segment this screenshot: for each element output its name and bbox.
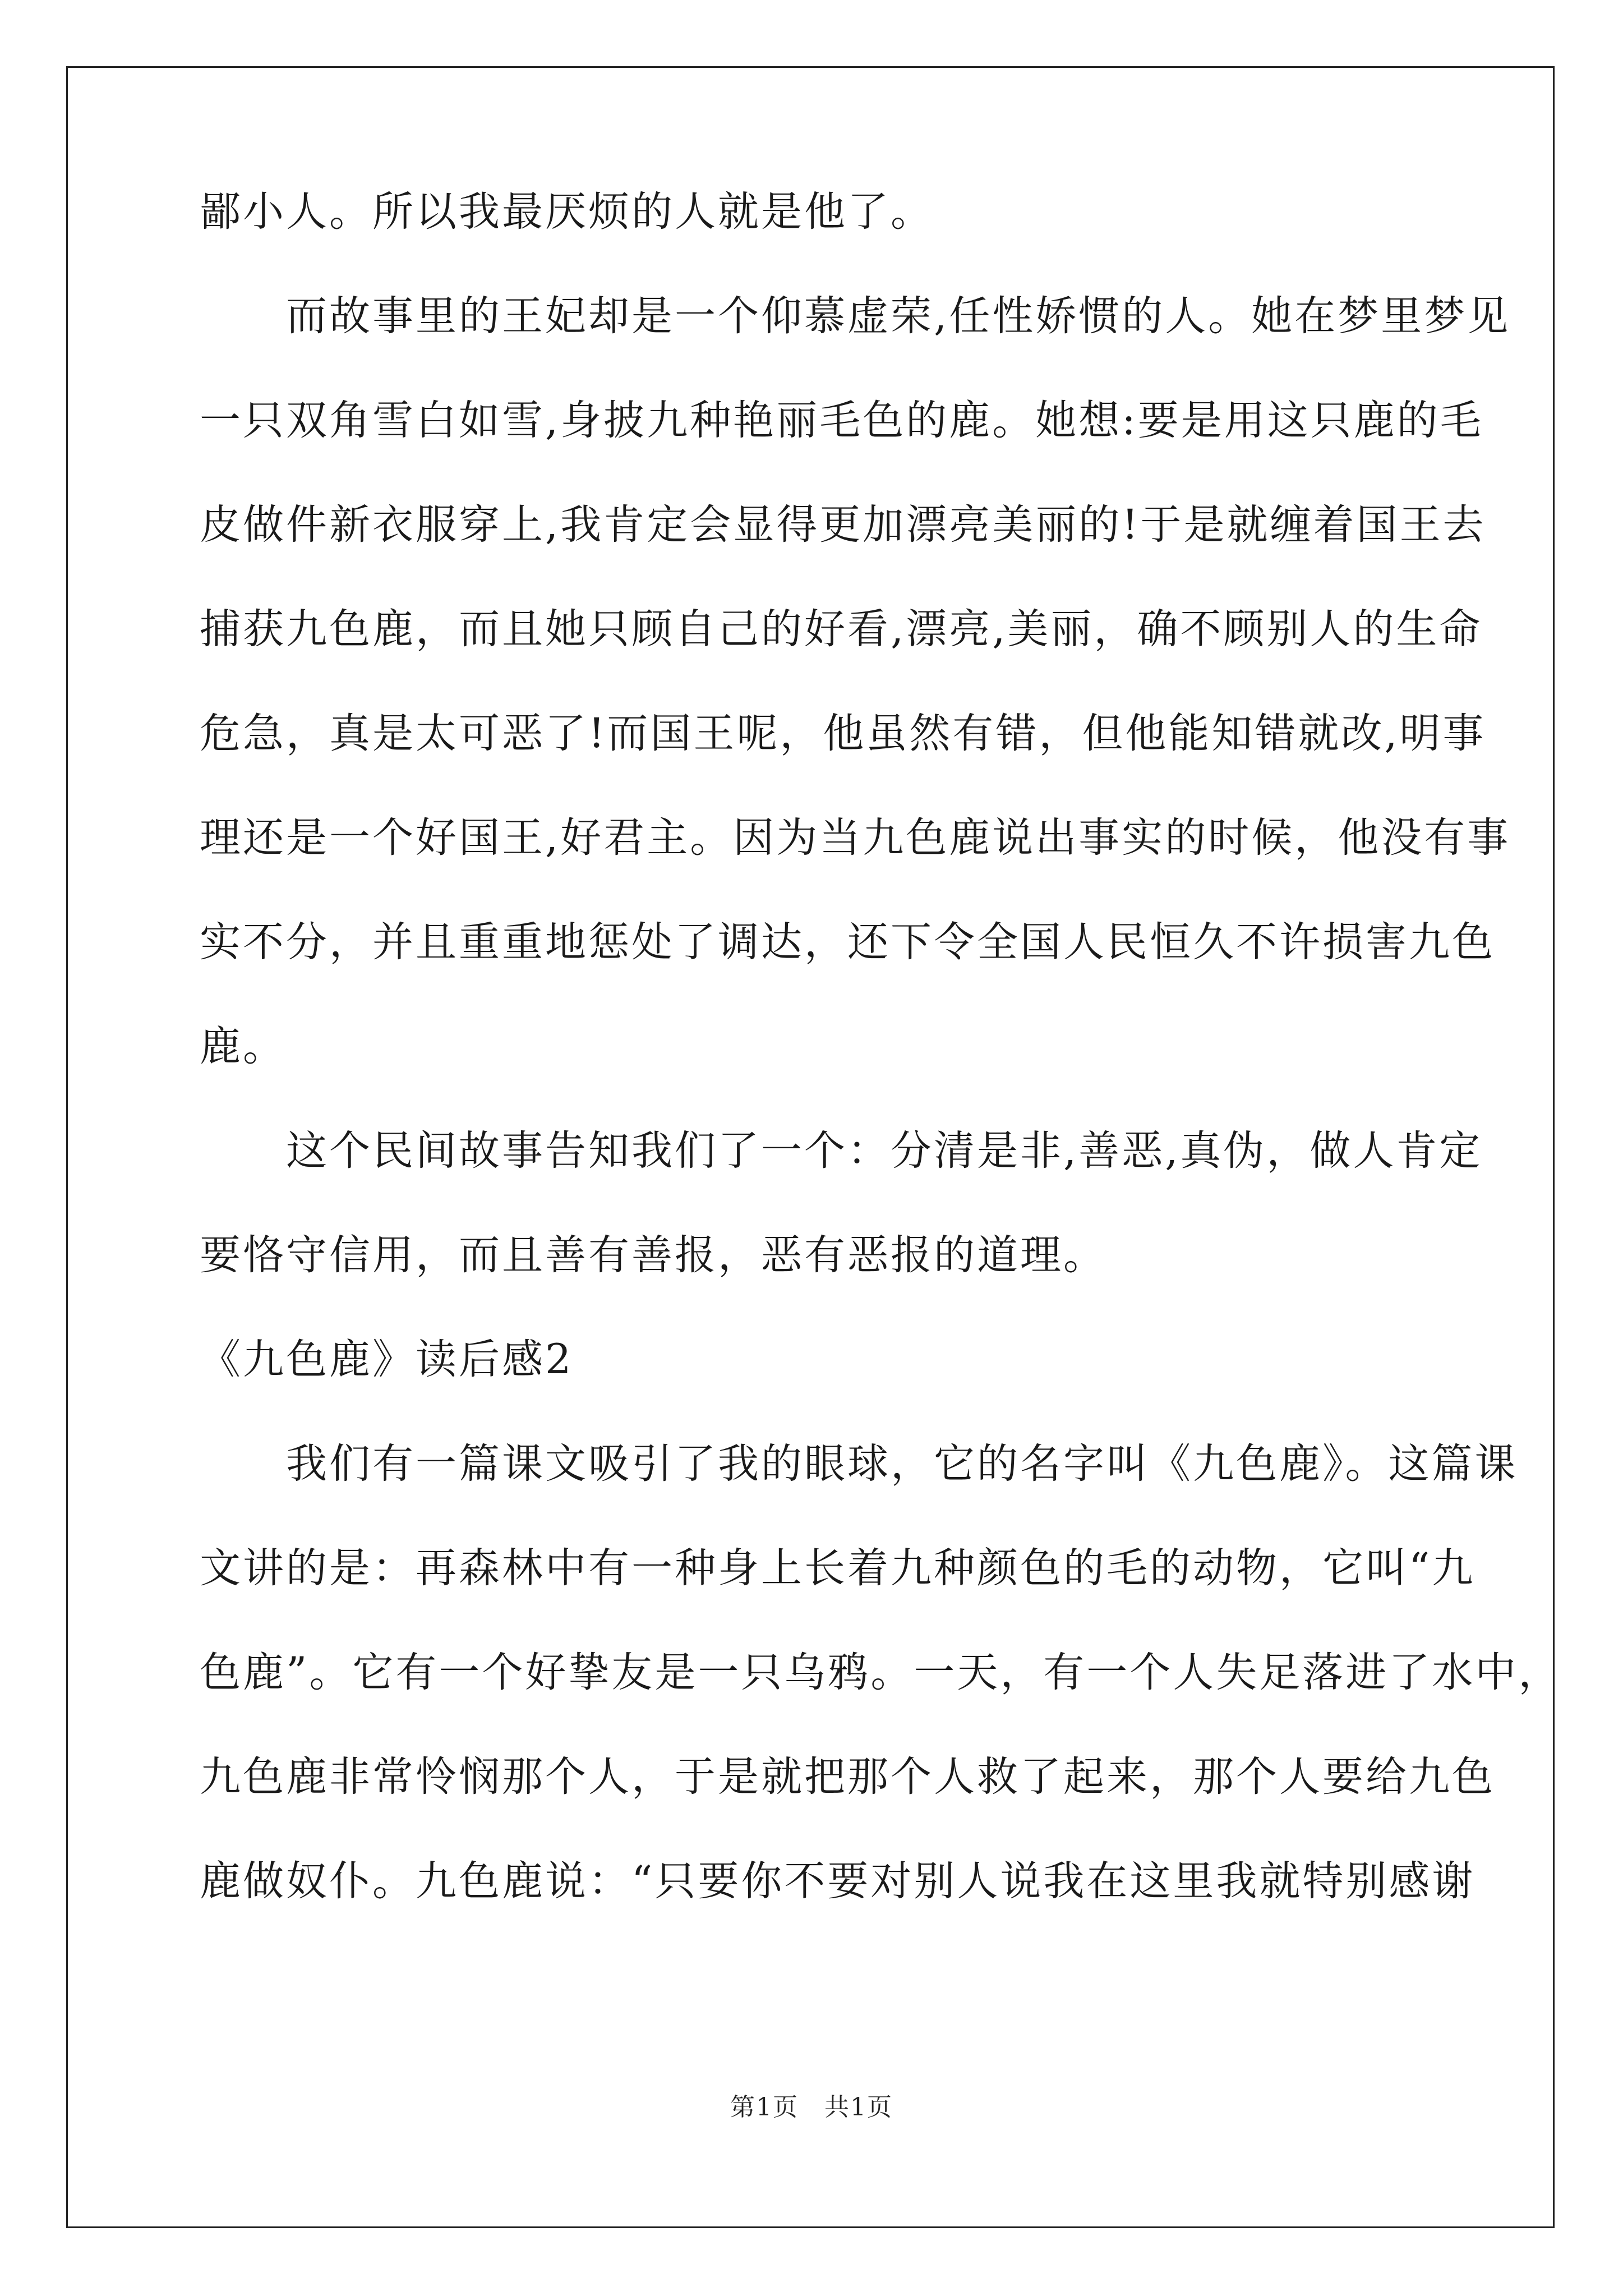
text-line: 而故事里的王妃却是一个仰慕虚荣,任性娇惯的人。她在梦里梦见	[200, 292, 1511, 340]
page-number-footer: 第1页 共1页	[730, 2093, 893, 2122]
text-line: 色鹿”。它有一个好挚友是一只乌鸦。一天，有一个人失足落进了水中，	[200, 1649, 1562, 1696]
text-line: 鄙小人。所以我最厌烦的人就是他了。	[200, 188, 934, 236]
text-line: 捕获九色鹿，而且她只顾自己的好看,漂亮,美丽，确不顾别人的生命	[200, 605, 1483, 653]
text-line: 这个民间故事告知我们了一个：分清是非,善恶,真伪，做人肯定	[200, 1127, 1483, 1175]
text-line: 鹿。	[200, 1023, 286, 1070]
text-line: 实不分，并且重重地惩处了调达，还下令全国人民恒久不许损害九色	[200, 918, 1495, 966]
text-line: 理还是一个好国王,好君主。因为当九色鹿说出事实的时候，他没有事	[200, 814, 1511, 862]
text-line: 文讲的是：再森林中有一种身上长着九种颜色的毛的动物，它叫“九	[200, 1544, 1476, 1592]
text-line: 我们有一篇课文吸引了我的眼球，它的名字叫《九色鹿》。这篇课	[200, 1440, 1518, 1488]
text-line: 皮做件新衣服穿上,我肯定会显得更加漂亮美丽的!于是就缠着国王去	[200, 501, 1486, 549]
text-line: 要恪守信用，而且善有善报，恶有恶报的道理。	[200, 1231, 1106, 1279]
text-line: 九色鹿非常怜悯那个人，于是就把那个人救了起来，那个人要给九色	[200, 1753, 1495, 1801]
text-line: 一只双角雪白如雪,身披九种艳丽毛色的鹿。她想:要是用这只鹿的毛	[200, 397, 1483, 444]
text-line: 危急，真是太可恶了!而国王呢，他虽然有错，但他能知错就改,明事	[200, 710, 1486, 757]
section-heading: 《九色鹿》读后感2	[200, 1336, 574, 1383]
text-line: 鹿做奴仆。九色鹿说：“只要你不要对别人说我在这里我就特别感谢	[200, 1857, 1476, 1905]
